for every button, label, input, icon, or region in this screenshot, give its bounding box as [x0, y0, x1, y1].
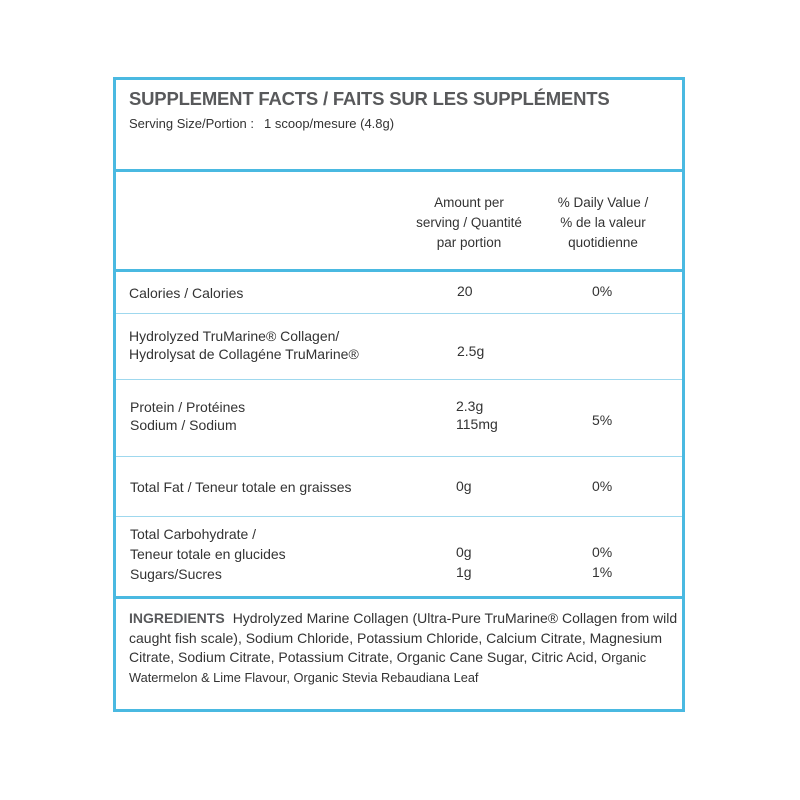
collagen-label-line-2: Hydrolysat de Collagéne TruMarine® [129, 346, 359, 362]
divider-row [116, 456, 682, 457]
carbs-label-line-1: Total Carbohydrate / [130, 526, 257, 542]
sugars-dv: 1% [592, 564, 613, 580]
amount-header-line: serving / Quantité [416, 215, 522, 230]
panel-title: SUPPLEMENT FACTS / FAITS SUR LES SUPPLÉMENTS [129, 88, 610, 109]
calories-dv: 0% [592, 283, 613, 299]
calories-amount: 20 [457, 283, 473, 299]
amount-header-line: par portion [436, 235, 502, 250]
ingredients-text: Hydrolyzed Marine Collagen (Ultra-Pure TruMarine® Collagen from wild caught fish scale), Sodium Chloride, Potassium Chloride, Calcium Citrate, Magnesium Citrate, Sodium Citrate, Potassium Citrate, Organic Cane Sugar, Citric Acid, [129, 610, 678, 665]
divider-row [116, 313, 682, 314]
amount-column-header [389, 193, 549, 253]
collagen-amount: 2.5g [457, 343, 485, 359]
serving-size [129, 116, 394, 131]
dv-header-line: quotidienne [568, 235, 638, 250]
serving-size-label: Serving Size/Portion : [129, 116, 255, 131]
fat-dv: 0% [592, 478, 613, 494]
divider-columns [116, 269, 682, 272]
ingredients-block [129, 609, 679, 687]
serving-size-value: 1 scoop/mesure (4.8g) [264, 116, 395, 131]
sodium-label: Sodium / Sodium [130, 417, 237, 433]
amount-header-line: Amount per [434, 195, 504, 210]
divider-row [116, 516, 682, 517]
carbs-amount: 0g [456, 544, 472, 560]
collagen-label-line-1: Hydrolyzed TruMarine® Collagen/ [129, 328, 340, 344]
dv-header-line: % de la valeur [560, 215, 646, 230]
daily-value-column-header [528, 193, 678, 253]
supplement-facts-panel [113, 77, 685, 712]
dv-header-line: % Daily Value / [557, 195, 649, 210]
carbs-label-line-2: Teneur totale en glucides [130, 546, 286, 562]
sodium-amount: 115mg [456, 416, 498, 432]
carbs-dv: 0% [592, 544, 613, 560]
sugars-amount: 1g [456, 564, 472, 580]
divider-header [116, 169, 682, 172]
fat-amount: 0g [456, 478, 472, 494]
divider-ingredients [116, 596, 682, 599]
sodium-dv: 5% [592, 412, 613, 428]
calories-label: Calories / Calories [129, 285, 244, 301]
sugars-label: Sugars/Sucres [130, 566, 222, 582]
ingredients-text-flavour: Organic Watermelon & Lime Flavour, Organic Stevia Rebaudiana Leaf [129, 650, 647, 685]
fat-label: Total Fat / Teneur totale en graisses [130, 479, 352, 495]
ingredients-label: INGREDIENTS [129, 610, 225, 626]
protein-label: Protein / Protéines [130, 399, 246, 415]
protein-amount: 2.3g [456, 398, 484, 414]
divider-row [116, 379, 682, 380]
